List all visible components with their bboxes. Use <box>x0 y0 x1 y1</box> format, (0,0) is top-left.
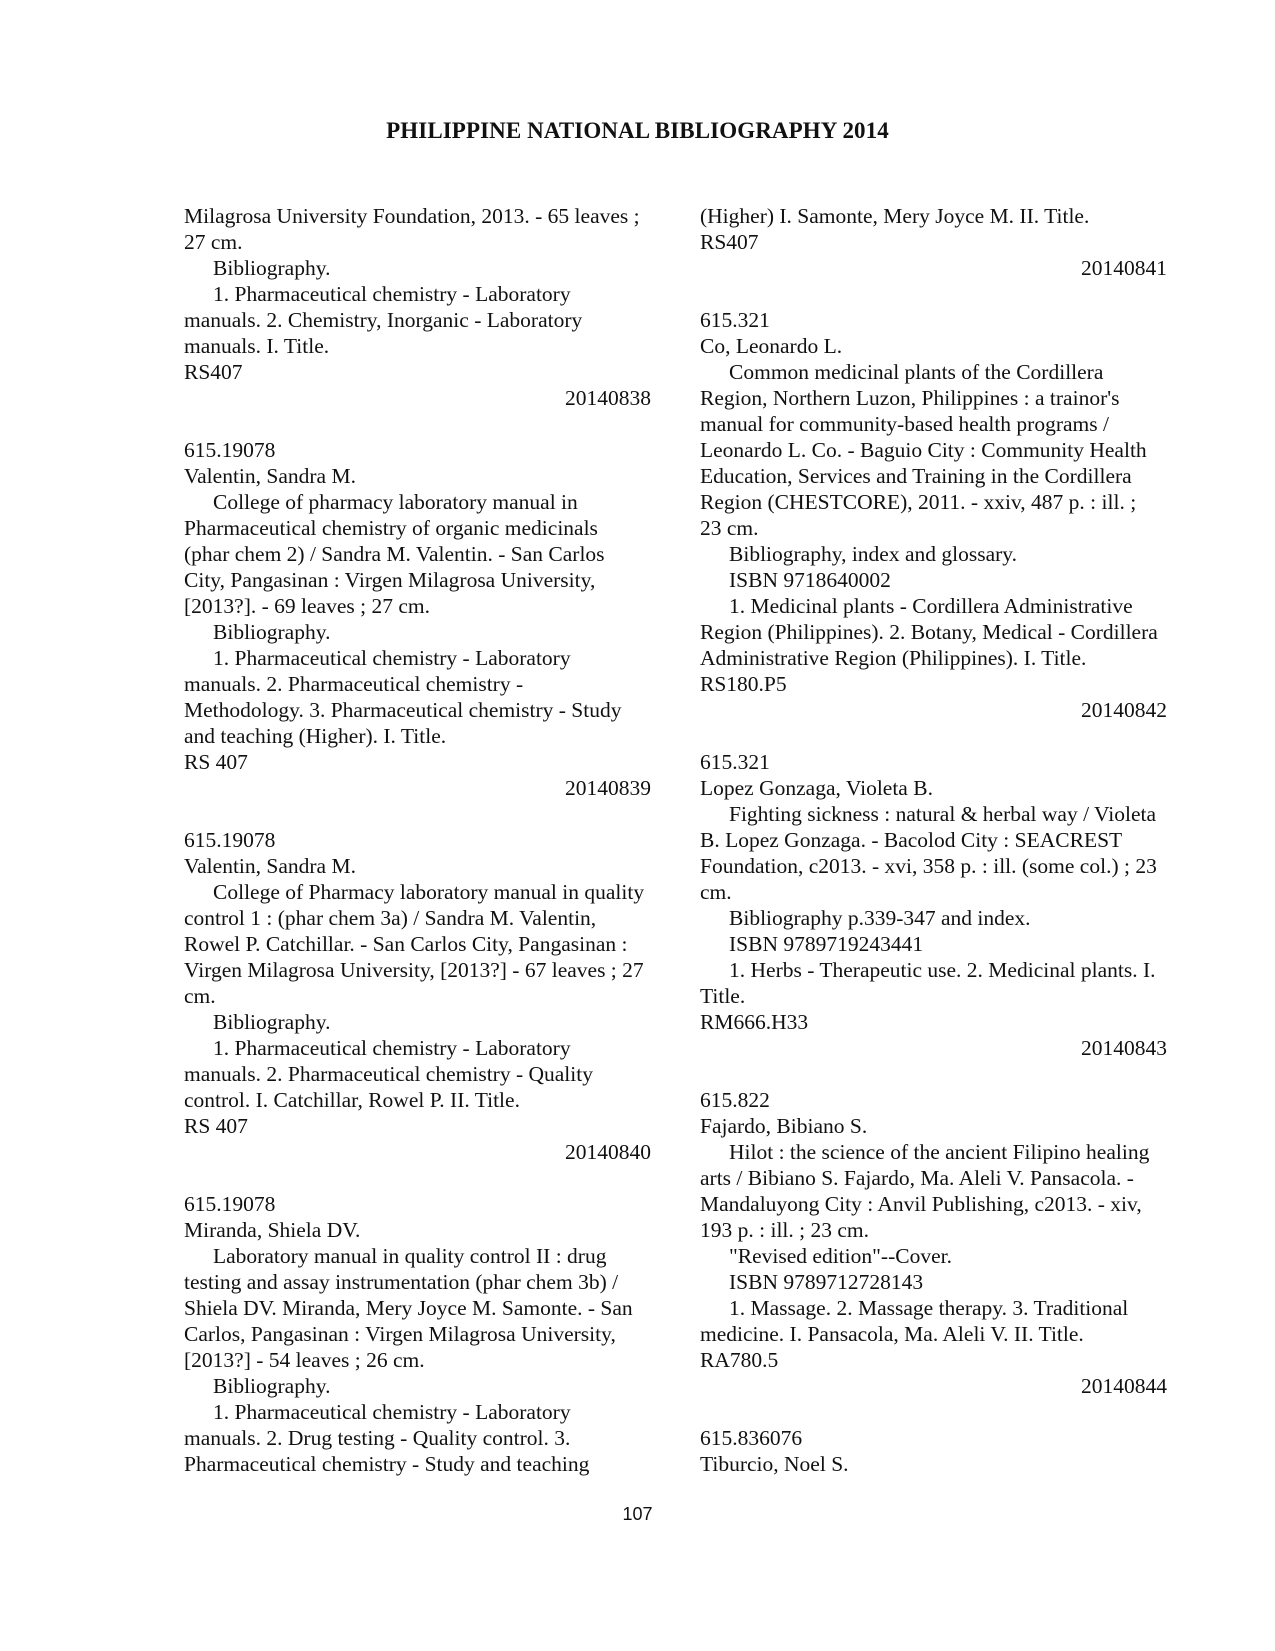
entry-line: RM666.H33 <box>700 1010 809 1034</box>
entry-spacer <box>700 723 1175 749</box>
entry-line: ISBN 9789719243441 <box>729 932 924 956</box>
entry-line: Milagrosa University Foundation, 2013. - 65 leaves ; <box>184 204 640 228</box>
entry-line: manuals. I. Title. <box>184 334 330 358</box>
entry-line: 615.836076 <box>700 1426 803 1450</box>
entry-line: Fajardo, Bibiano S. <box>700 1114 868 1138</box>
page-number: 107 <box>622 1504 653 1524</box>
entry-line: Pharmaceutical chemistry of organic medicinals <box>184 516 598 540</box>
entry-line: Hilot : the science of the ancient Filipino healing <box>729 1140 1150 1164</box>
entry-line: Region, Northern Luzon, Philippines : a trainor's <box>700 386 1120 410</box>
entry-line: 615.321 <box>700 750 770 774</box>
entry-line: manuals. 2. Chemistry, Inorganic - Laboratory <box>184 308 583 332</box>
entry-line: Pharmaceutical chemistry - Study and teaching <box>184 1452 590 1476</box>
entry-line: College of Pharmacy laboratory manual in quality <box>213 880 645 904</box>
entry-line: Fighting sickness : natural & herbal way / Violeta <box>729 802 1157 826</box>
entry-line: Laboratory manual in quality control II : drug <box>213 1244 607 1268</box>
entry-line: RS 407 <box>184 750 248 774</box>
entry-line: 27 cm. <box>184 230 243 254</box>
entry-spacer <box>700 1399 1175 1425</box>
entry-line: 615.19078 <box>184 438 276 462</box>
entry-line: Title. <box>700 984 746 1008</box>
entry-line: manuals. 2. Pharmaceutical chemistry - <box>184 672 524 696</box>
entry-line: (phar chem 2) / Sandra M. Valentin. - San Carlos <box>184 542 605 566</box>
entry-line: Methodology. 3. Pharmaceutical chemistry - Study <box>184 698 622 722</box>
entry-line: Tiburcio, Noel S. <box>700 1452 849 1476</box>
right-column <box>700 203 1175 1477</box>
entry-line: (Higher) I. Samonte, Mery Joyce M. II. Title. <box>700 204 1090 228</box>
entry-line: Bibliography. <box>213 1010 331 1034</box>
entry-line: Bibliography. <box>213 620 331 644</box>
entry-line: 615.19078 <box>184 1192 276 1216</box>
entry-line: and teaching (Higher). I. Title. <box>184 724 447 748</box>
record-number: 20140840 <box>565 1140 651 1164</box>
record-number: 20140841 <box>1081 256 1167 280</box>
entry-line: 1. Medicinal plants - Cordillera Administrative <box>729 594 1133 618</box>
entry-line: Miranda, Shiela DV. <box>184 1218 361 1242</box>
entry-line: manuals. 2. Pharmaceutical chemistry - Quality <box>184 1062 593 1086</box>
entry-line: medicine. I. Pansacola, Ma. Aleli V. II. Title. <box>700 1322 1084 1346</box>
entry-line: 615.19078 <box>184 828 276 852</box>
entry-line: 1. Pharmaceutical chemistry - Laboratory <box>213 282 571 306</box>
entry-line: 193 p. : ill. ; 23 cm. <box>700 1218 870 1242</box>
entry-line: 1. Pharmaceutical chemistry - Laboratory <box>213 646 571 670</box>
entry-line: testing and assay instrumentation (phar chem 3b) / <box>184 1270 619 1294</box>
entry-line: Co, Leonardo L. <box>700 334 843 358</box>
entry-line: "Revised edition"--Cover. <box>729 1244 952 1268</box>
entry-line: cm. <box>184 984 216 1008</box>
entry-line: RS 407 <box>184 1114 248 1138</box>
entry-line: control. I. Catchillar, Rowel P. II. Title. <box>184 1088 520 1112</box>
entry-line: manuals. 2. Drug testing - Quality control. 3. <box>184 1426 571 1450</box>
entry-line: Bibliography p.339-347 and index. <box>729 906 1031 930</box>
entry-line: Common medicinal plants of the Cordillera <box>729 360 1104 384</box>
entry-line: B. Lopez Gonzaga. - Bacolod City : SEACREST <box>700 828 1123 852</box>
entry-line: Virgen Milagrosa University, [2013?] - 67 leaves ; 27 <box>184 958 644 982</box>
entry-spacer <box>184 411 659 437</box>
entry-line: Region (CHESTCORE), 2011. - xxiv, 487 p. : ill. ; <box>700 490 1137 514</box>
entry-line: manual for community-based health programs / <box>700 412 1109 436</box>
entry-line: Bibliography. <box>213 1374 331 1398</box>
entry-line: RS407 <box>184 360 243 384</box>
entry-line: Bibliography, index and glossary. <box>729 542 1018 566</box>
page-title: PHILIPPINE NATIONAL BIBLIOGRAPHY 2014 <box>386 118 889 143</box>
entry-line: Bibliography. <box>213 256 331 280</box>
entry-line: Education, Services and Training in the Cordillera <box>700 464 1132 488</box>
left-column <box>184 203 659 1477</box>
entry-line: RA780.5 <box>700 1348 779 1372</box>
entry-spacer <box>700 1061 1175 1087</box>
entry-line: [2013?]. - 69 leaves ; 27 cm. <box>184 594 430 618</box>
entry-line: Lopez Gonzaga, Violeta B. <box>700 776 933 800</box>
record-number: 20140844 <box>1081 1374 1167 1398</box>
entry-line: cm. <box>700 880 732 904</box>
entry-line: Region (Philippines). 2. Botany, Medical - Cordillera <box>700 620 1158 644</box>
entry-line: 23 cm. <box>700 516 759 540</box>
record-number: 20140839 <box>565 776 651 800</box>
entry-line: Valentin, Sandra M. <box>184 854 356 878</box>
entry-line: Rowel P. Catchillar. - San Carlos City, Pangasinan : <box>184 932 628 956</box>
entry-line: Administrative Region (Philippines). I. Title. <box>700 646 1087 670</box>
record-number: 20140838 <box>565 386 651 410</box>
entry-line: RS407 <box>700 230 759 254</box>
entry-line: City, Pangasinan : Virgen Milagrosa University, <box>184 568 596 592</box>
entry-spacer <box>700 281 1175 307</box>
entry-line: Carlos, Pangasinan : Virgen Milagrosa University, <box>184 1322 616 1346</box>
entry-line: Shiela DV. Miranda, Mery Joyce M. Samonte. - San <box>184 1296 633 1320</box>
entry-line: ISBN 9718640002 <box>729 568 891 592</box>
entry-line: 1. Herbs - Therapeutic use. 2. Medicinal plants. I. <box>729 958 1156 982</box>
record-number: 20140842 <box>1081 698 1167 722</box>
entry-line: 1. Massage. 2. Massage therapy. 3. Traditional <box>729 1296 1129 1320</box>
entry-spacer <box>184 801 659 827</box>
entry-line: College of pharmacy laboratory manual in <box>213 490 578 514</box>
entry-spacer <box>184 1165 659 1191</box>
entry-line: Valentin, Sandra M. <box>184 464 356 488</box>
entry-line: Mandaluyong City : Anvil Publishing, c2013. - xiv, <box>700 1192 1142 1216</box>
entry-line: [2013?] - 54 leaves ; 26 cm. <box>184 1348 425 1372</box>
entry-line: control 1 : (phar chem 3a) / Sandra M. Valentin, <box>184 906 597 930</box>
entry-line: ISBN 9789712728143 <box>729 1270 924 1294</box>
entry-line: 1. Pharmaceutical chemistry - Laboratory <box>213 1036 571 1060</box>
entry-line: 615.321 <box>700 308 770 332</box>
entry-line: 1. Pharmaceutical chemistry - Laboratory <box>213 1400 571 1424</box>
entry-line: Foundation, c2013. - xvi, 358 p. : ill. (some col.) ; 23 <box>700 854 1157 878</box>
record-number: 20140843 <box>1081 1036 1167 1060</box>
entry-line: RS180.P5 <box>700 672 787 696</box>
entry-line: Leonardo L. Co. - Baguio City : Community Health <box>700 438 1147 462</box>
entry-line: arts / Bibiano S. Fajardo, Ma. Aleli V. Pansacola. - <box>700 1166 1134 1190</box>
entry-line: 615.822 <box>700 1088 770 1112</box>
